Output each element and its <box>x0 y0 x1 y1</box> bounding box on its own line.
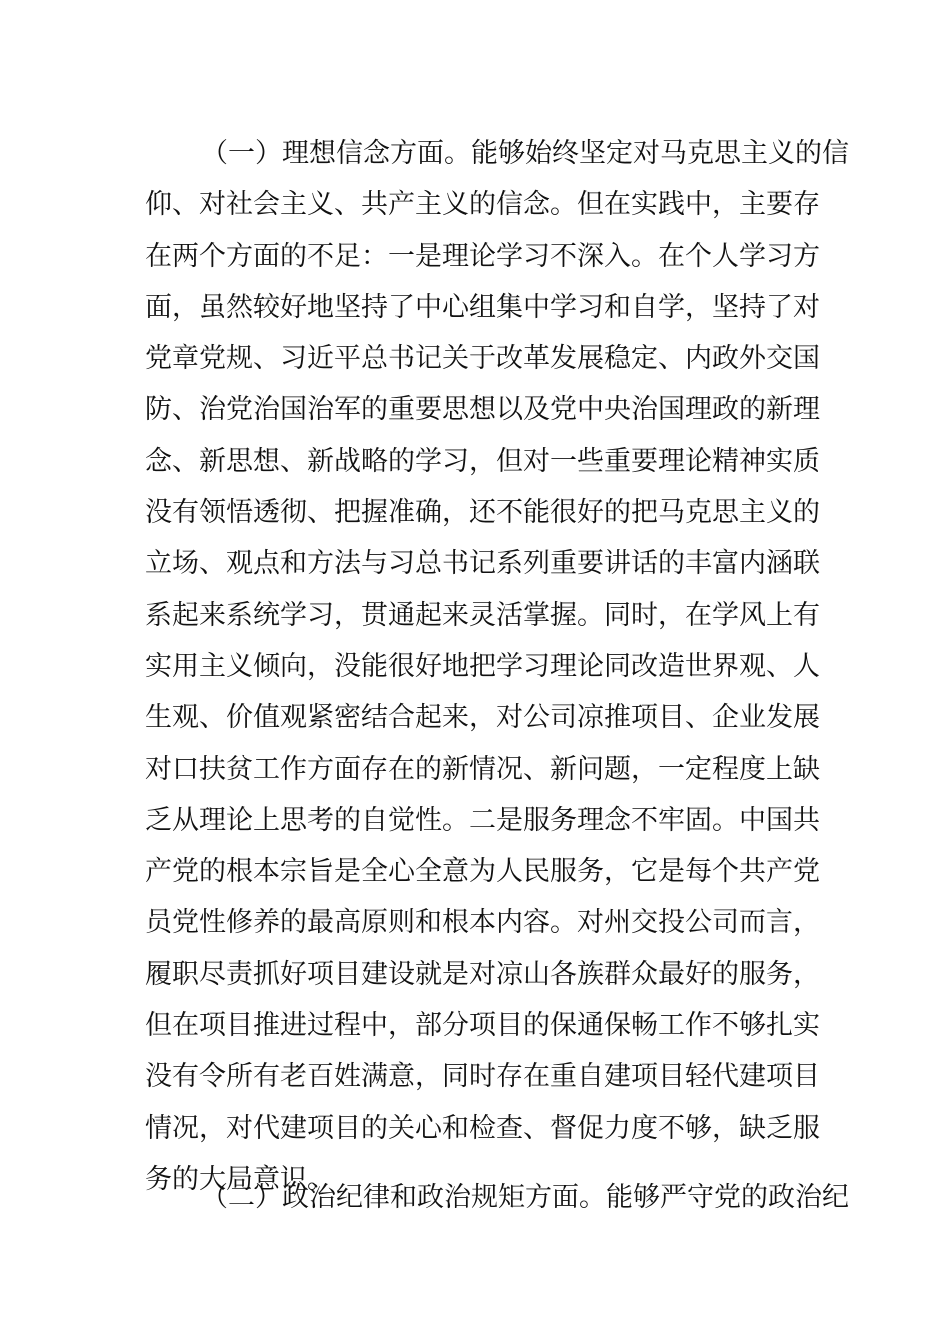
paragraph-line: （一）理想信念方面。能够始终坚定对马克思主义的信 <box>201 138 849 169</box>
paragraph-line: 在两个方面的不足：一是理论学习不深入。在个人学习方 <box>145 240 820 272</box>
paragraph-line: 念、新思想、新战略的学习，但对一些重要理论精神实质 <box>145 445 820 477</box>
paragraph-line: 生观、价值观紧密结合起来，对公司凉推项目、企业发展 <box>145 702 820 734</box>
paragraph-line: 立场、观点和方法与习总书记系列重要讲话的丰富内涵联 <box>145 548 820 580</box>
paragraph-line: （二）政治纪律和政治规矩方面。能够严守党的政治纪 <box>201 1182 849 1213</box>
paragraph-political-discipline <box>145 1172 849 1223</box>
paragraph-line: 系起来系统学习，贯通起来灵活掌握。同时，在学风上有 <box>145 599 820 631</box>
paragraph-line: 对口扶贫工作方面存在的新情况、新问题，一定程度上缺 <box>145 753 820 785</box>
paragraph-line: 仰、对社会主义、共产主义的信念。但在实践中，主要存 <box>145 189 820 221</box>
paragraph-line: 务的大局意识。 <box>145 1163 334 1195</box>
paragraph-line: 但在项目推进过程中，部分项目的保通保畅工作不够扎实 <box>145 1010 820 1042</box>
paragraph-line: 乏从理论上思考的自觉性。二是服务理念不牢固。中国共 <box>145 804 820 836</box>
paragraph-line: 没有领悟透彻、把握准确，还不能很好的把马克思主义的 <box>145 497 820 529</box>
paragraph-line: 履职尽责抓好项目建设就是对凉山各族群众最好的服务， <box>145 958 820 990</box>
paragraph-line: 面，虽然较好地坚持了中心组集中学习和自学，坚持了对 <box>145 291 820 323</box>
paragraph-line: 党章党规、习近平总书记关于改革发展稳定、内政外交国 <box>145 343 820 375</box>
paragraph-line: 没有令所有老百姓满意，同时存在重自建项目轻代建项目 <box>145 1061 820 1093</box>
paragraph-line: 员党性修养的最高原则和根本内容。对州交投公司而言， <box>145 907 820 939</box>
paragraph-line: 实用主义倾向，没能很好地把学习理论同改造世界观、人 <box>145 650 820 682</box>
paragraph-ideals-and-beliefs <box>145 128 849 1205</box>
paragraph-line: 防、治党治国治军的重要思想以及党中央治国理政的新理 <box>145 394 820 426</box>
paragraph-line: 产党的根本宗旨是全心全意为人民服务，它是每个共产党 <box>145 856 820 888</box>
paragraph-line: 情况，对代建项目的关心和检查、督促力度不够，缺乏服 <box>145 1112 820 1144</box>
